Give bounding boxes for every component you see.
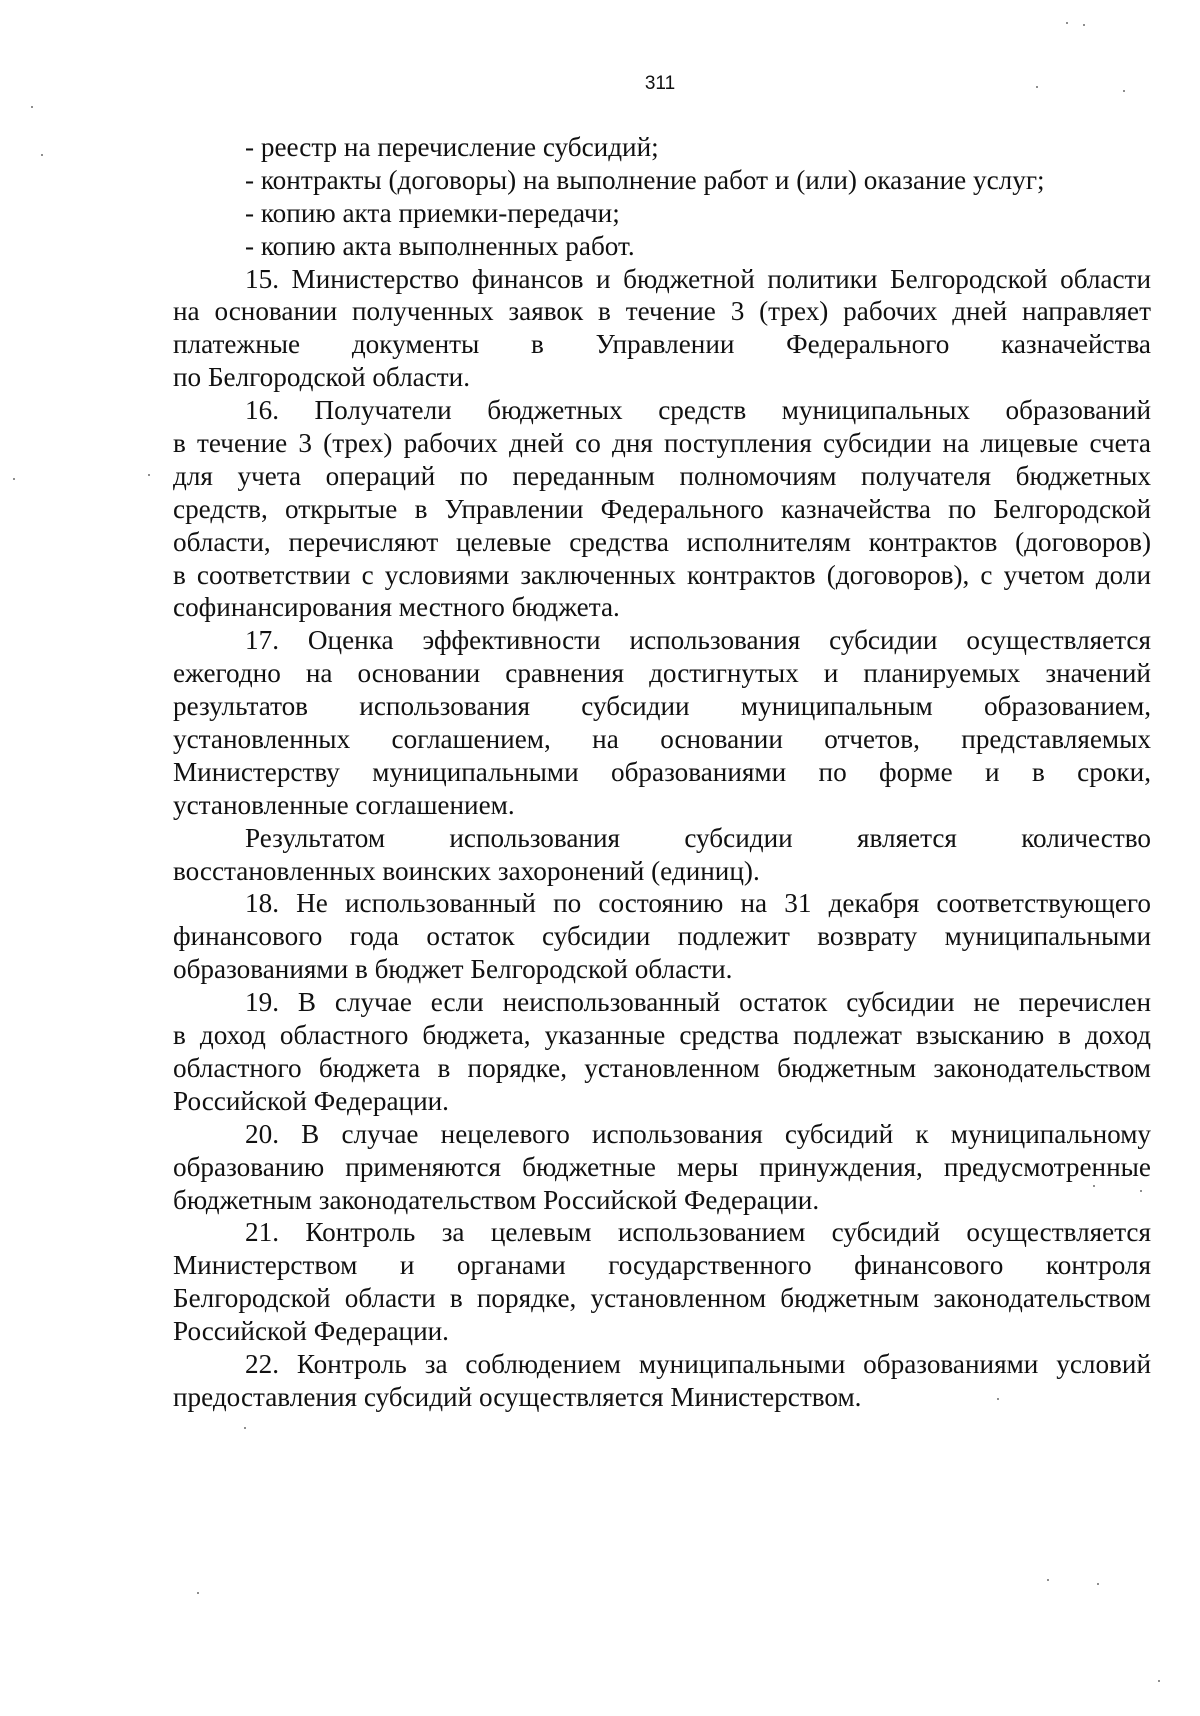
scan-speck [31, 106, 33, 108]
paragraph-line: предоставления субсидий осуществляется Министерством. [173, 1381, 862, 1412]
scan-speck [1047, 1579, 1049, 1581]
list-item: - контракты (договоры) на выполнение работ и (или) оказание услуг; [245, 164, 1045, 195]
paragraph-line: для учета операций по переданным полномочиям получателя бюджетных [173, 460, 1151, 491]
paragraph-line: софинансирования местного бюджета. [173, 592, 620, 623]
paragraph-line: бюджетным законодательством Российской Федерации. [173, 1184, 820, 1215]
scan-speck [1083, 24, 1085, 26]
scan-speck [1140, 1190, 1142, 1192]
paragraph-line: финансового года остаток субсидии подлежит возврату муниципальными [173, 921, 1151, 952]
paragraph-line: ежегодно на основании сравнения достигнутых и планируемых значений [173, 658, 1151, 689]
list-item: - реестр на перечисление субсидий; [245, 132, 659, 162]
paragraph-line: 20. В случае нецелевого использования субсидий к муниципальному [245, 1118, 1151, 1149]
paragraph-line: Российской Федерации. [173, 1316, 449, 1347]
list-item: - копию акта приемки-передачи; [245, 197, 620, 228]
scan-speck [997, 1398, 999, 1400]
paragraph-line: платежные документы в Управлении Федерального казначейства [173, 329, 1151, 360]
paragraph-line: области, перечисляют целевые средства исполнителям контрактов (договоров) [173, 526, 1151, 557]
paragraph-line: 16. Получатели бюджетных средств муниципальных образований [245, 395, 1151, 426]
paragraph-17 [173, 624, 1151, 821]
paragraph-line: 19. В случае если неиспользованный остаток субсидии не перечислен [245, 987, 1151, 1018]
paragraph-22 [173, 1348, 1151, 1414]
paragraph-20 [173, 1118, 1151, 1217]
paragraph-line: Министерством и органами государственного финансового контроля [173, 1250, 1151, 1281]
paragraph-18 [173, 887, 1151, 986]
scan-speck [41, 154, 43, 156]
scan-speck [1093, 1185, 1095, 1187]
paragraph-line: Российской Федерации. [173, 1085, 449, 1116]
paragraph-line: 17. Оценка эффективности использования субсидии осуществляется [245, 625, 1151, 656]
scan-speck [1066, 22, 1068, 24]
paragraph-line: в течение 3 (трех) рабочих дней со дня поступления субсидии на лицевые счета [173, 428, 1151, 459]
paragraph-line: установленных соглашением, на основании отчетов, представляемых [173, 724, 1151, 755]
paragraph-line: восстановленных воинских захоронений (единиц). [173, 855, 760, 886]
paragraph-line: Белгородской области в порядке, установленном бюджетным законодательством [173, 1283, 1151, 1314]
paragraph-line: 21. Контроль за целевым использованием субсидий осуществляется [245, 1217, 1151, 1248]
paragraph-line: 18. Не использованный по состоянию на 31 декабря соответствующего [245, 888, 1151, 919]
scan-speck [1097, 1583, 1099, 1585]
scan-speck [13, 478, 15, 480]
paragraph-15 [173, 263, 1151, 395]
paragraph-line: в соответствии с условиями заключенных контрактов (договоров), с учетом доли [173, 559, 1151, 590]
scan-speck [148, 474, 150, 476]
paragraph-line: в доход областного бюджета, указанные средства подлежат взысканию в доход [173, 1020, 1151, 1051]
scan-speck [1123, 90, 1125, 92]
document-body [173, 131, 1151, 1414]
paragraph-line: образованиями в бюджет Белгородской области. [173, 954, 733, 985]
paragraph-21 [173, 1216, 1151, 1348]
paragraph-line: по Белгородской области. [173, 362, 471, 393]
paragraph-line: областного бюджета в порядке, установленном бюджетным законодательством [173, 1052, 1151, 1083]
paragraph-line: результатов использования субсидии муниципальным образованием, [173, 691, 1151, 722]
list-item: - копию акта выполненных работ. [245, 230, 635, 261]
paragraph-line: Результатом использования субсидии является количество [245, 822, 1151, 853]
paragraph-19 [173, 986, 1151, 1118]
page-number: 311 [644, 73, 676, 94]
paragraph-line: на основании полученных заявок в течение 3 (трех) рабочих дней направляет [173, 296, 1151, 327]
list-items [173, 131, 1151, 263]
paragraph-line: 22. Контроль за соблюдением муниципальными образованиями условий [245, 1348, 1151, 1379]
paragraph-line: средств, открытые в Управлении Федерального казначейства по Белгородской [173, 493, 1151, 524]
paragraph-line: Министерству муниципальными образованиями по форме и в сроки, [173, 756, 1151, 787]
paragraph-17-result [173, 822, 1151, 888]
scan-speck [1158, 1680, 1160, 1682]
scan-speck [197, 1592, 199, 1594]
paragraph-16 [173, 394, 1151, 624]
paragraph-line: установленные соглашением. [173, 789, 515, 820]
scan-speck [244, 1427, 246, 1429]
paragraph-line: 15. Министерство финансов и бюджетной политики Белгородской области [245, 263, 1151, 294]
scan-speck [1036, 86, 1038, 88]
paragraph-line: образованию применяются бюджетные меры принуждения, предусмотренные [173, 1151, 1151, 1182]
